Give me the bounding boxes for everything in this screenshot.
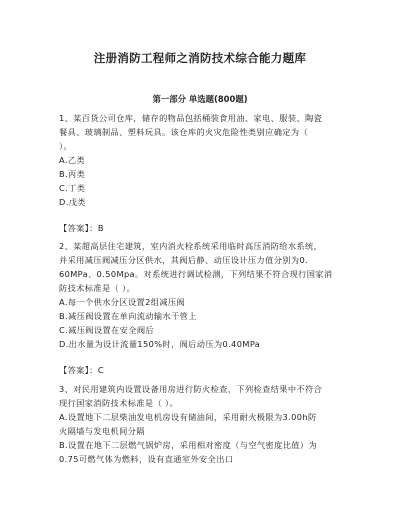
q1-answer: 【答案】：B — [59, 223, 104, 233]
q1-text-line-2: 餐具、玻璃制品、塑料玩具。该仓库的火灾危险性类别应确定为（ — [59, 127, 309, 137]
q1-text-line-1: 1、某百货公司仓库，储存的物品包括桶装食用油、家电、服装、陶瓷 — [59, 113, 323, 123]
q2-option-c: C.减压阀设置在安全阀后 — [59, 325, 154, 335]
q3-text-line-1: 3、对民用建筑内设置设备用房进行防火检查，下列检查结果中不符合 — [59, 384, 323, 394]
q1-option-d: D.戊类 — [59, 197, 86, 207]
q3-option-b-line-2: 0.75可燃气体为燃料，设有直通室外安全出口 — [59, 454, 234, 464]
q2-answer: 【答案】：C — [59, 365, 104, 375]
q2-text-line-3: 60MPa、0.50Mpa。对系统进行调试检测，下列结果不符合现行国家消 — [59, 269, 333, 279]
q2-text-line-1: 2、某超高层住宅建筑，室内消火栓系统采用临时高压消防给水系统， — [59, 241, 323, 251]
q2-option-d: D.出水量为设计流量150%时，阀后动压为0.40MPa — [59, 339, 261, 349]
q3-option-b-line-1: B.设置在地下二层燃气锅炉房，采用相对密度（与空气密度比值）为 — [59, 440, 318, 450]
document-title: 注册消防工程师之消防技术综合能力题库 — [93, 51, 307, 65]
q3-option-a-line-2: 火隔墙与发电机间分隔 — [59, 426, 145, 436]
q3-text-line-2: 现行国家消防技术标准是（ ）。 — [59, 398, 179, 408]
q2-text-line-2: 并采用减压阀减压分区供水，其阀后静、动压设计压力值分别为0. — [59, 255, 309, 265]
q1-option-a: A.乙类 — [59, 155, 86, 165]
section-heading: 第一部分 单选题(800题) — [152, 94, 248, 104]
q1-option-b: B.丙类 — [59, 169, 86, 179]
q1-text-line-3: ）。 — [59, 141, 73, 151]
q2-option-b: B.减压阀设置在单向流动输水干管上 — [59, 311, 197, 321]
q2-text-line-4: 防技术标准是（ ）。 — [59, 283, 136, 293]
q3-option-a-line-1: A.设置地下二层柴油发电机房设有储油间，采用耐火极限为3.00h防 — [59, 412, 317, 422]
q1-option-c: C.丁类 — [59, 183, 86, 193]
q2-option-a: A.每一个供水分区设置2组减压阀 — [59, 297, 186, 307]
